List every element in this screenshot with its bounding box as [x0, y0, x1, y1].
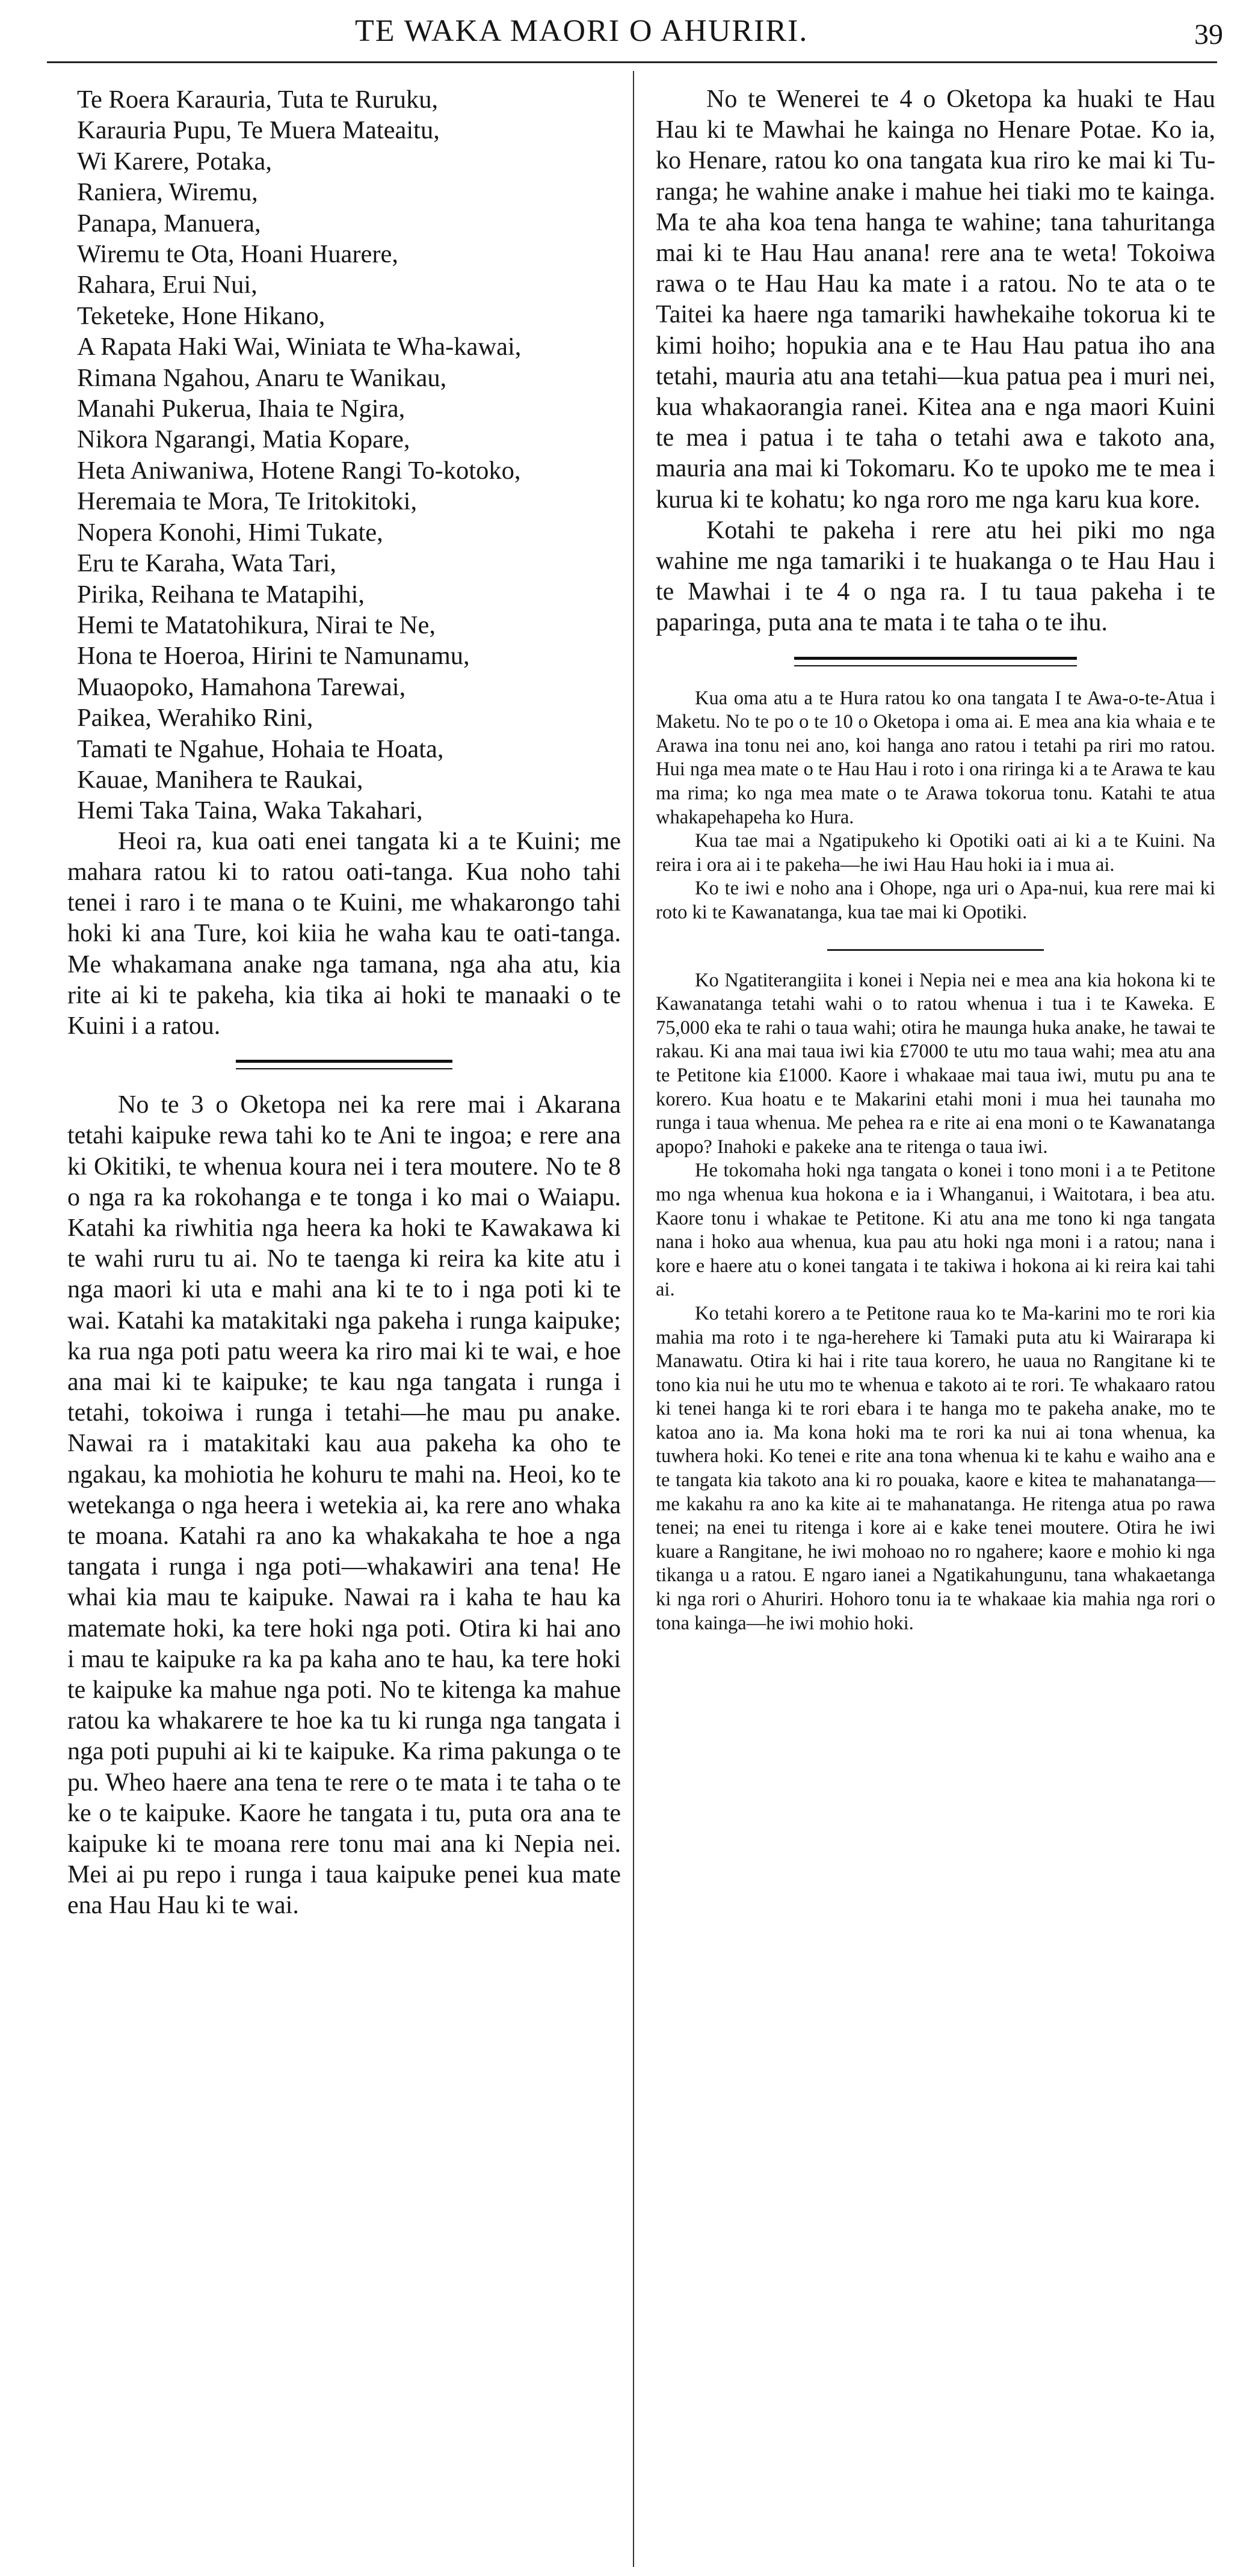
name-line: Rimana Ngahou, Anaru te Wanikau, [77, 363, 447, 392]
name-line: Hemi te Matatohikura, Nirai te Ne, [77, 610, 436, 639]
name-line: A Rapata Haki Wai, Winiata te Wha-kawai, [77, 333, 522, 361]
article-separator [794, 657, 1077, 666]
name-line: Wi Karere, Potaka, [77, 147, 272, 176]
news-paragraph: He tokomaha hoki nga tangata o konei i tono moni i a te Petitone mo nga whenua kua hokona e ia i Whanganui, i Waitotara, i bea atu. Kaore tonu i whakae te Petitone. Ki atu ana me tono ki nga tangata nana i hoko aua whenua, kua pau atu hoki nga moni i a ratou; nana i kore e haere atu o konei tangata i te takiwa i hokona ai ki reira kai tahi ai. [656, 1160, 1215, 1301]
news-paragraph: Ko tetahi korero a te Petitone raua ko te Ma-karini mo te rori kia mahia ma roto i te nga-herehere ki Tamaki puta atu ki Wairarapa ki Manawatu. Otira ki hai i rite taua korero, he uaua no Rangitane ki te tono kia nui he utu mo te whenua e takoto ai te rori. Te whakaaro ratou ki tenei hanga ki te rori ebara i te hanga mo te pakeha anake, mo te katoa ano ia. Ma kona hoki ma te rori ka nui ai tona whenua, ka tuwhera hoki. Ko tenei e rite ana tona whenua ki te kahu e waiho ana e te tangata kia takoto ana ki ro pouaka, kaore e kitea te mahanatanga—me kakahu ra ano ka kite ai te mahanatanga. He ritenga atua po rawa tenei; na enei tu ritenga i kore ai e kake tenei moutere. Otira he iwi kuare a Rangitane, he iwi mohoao no ro ngahere; kaore e mohio ki nga tikanga u a ratou. E ngaro ianei a Ngatikahungunu, tana whakaetanga ki nga rori o Ahuriri. Hohoro tonu ia te whakaae kia mahia nga rori o tona kainga—he iwi mohio hoki. [656, 1302, 1215, 1634]
news-paragraph: Kua tae mai a Ngatipukeho ki Opotiki oati ai ki a te Kuini. Na reira i ora ai i te pakeha—he iwi Hau Hau hoki ia i mua ai. [656, 830, 1215, 876]
name-line: Paikea, Werahiko Rini, [77, 704, 313, 733]
name-line: Heta Aniwaniwa, Hotene Rangi To-kotoko, [77, 456, 521, 485]
newspaper-title: TE WAKA MAORI O AHURIRI. [355, 14, 809, 48]
name-line: Muaopoko, Hamahona Tarewai, [77, 672, 406, 701]
news-paragraph: Ko te iwi e noho ana i Ohope, nga uri o Apa-nui, kua rere mai ki roto ki te Kawanatanga, kua tae mai ki Opotiki. [656, 878, 1215, 923]
name-line: Panapa, Manuera, [77, 209, 261, 238]
running-head [0, 11, 1258, 65]
name-line: Wiremu te Ota, Hoani Huarere, [77, 240, 399, 269]
column-rule [633, 71, 634, 2567]
oath-article [67, 826, 621, 1042]
right-column [656, 84, 1215, 1635]
raid-article [656, 84, 1215, 639]
name-line: Karauria Pupu, Te Muera Mateaitu, [77, 116, 440, 145]
land-article [656, 969, 1215, 1636]
ship-article [67, 1090, 621, 1921]
name-line: Rahara, Erui Nui, [77, 271, 257, 300]
ship-paragraph: No te 3 o Oketopa nei ka rere mai i Akarana tetahi kaipuke rewa tahi ko te Ani te ingoa; e rere ana ki Okitiki, te whenua koura nei i tera moutere. No te 8 o nga ra ka rokohanga e te tonga i ko mai o Waiapu. Katahi ka riwhitia nga heera ka hoki te Kawakawa ki te wahi ruru tu ai. No te taenga ki reira ka kite atu i nga maori ki uta e mahi ana ki te to i nga poti ki te wai. Katahi ka matakitaki nga pakeha i runga kaipuke; ka rua nga poti patu weera ka riro mai ki te wai, e hoe ana mai ki te kaipuke; te kau nga tangata i runga i tetahi, tokoiwa i runga i tetahi—he mau pu anake. Nawai ra i matakitaki kau aua pakeha ka oho te ngakau, ka mohiotia he kohuru te mahi na. Heoi, ko te wetekanga o nga heera i wetekia ai, ka rere ano whaka te moana. Katahi ra ano ka whakakaha te hoe a nga tangata i runga i nga poti—whakawiri ana tena! He whai kia mau te kaipuke. Nawai ra i kaha te hau ka matemate hoki, ka tere hoki nga poti. Otira ki hai ano i mau te kaipuke ra ka pa kaha ano te hau, ka tere hoki te kaipuke ka mahue nga poti. No te kitenga ka mahue ratou ka whakarere te hoe ka tu ki runga nga tangata i nga poti pupuhi ai ki te kaipuke. Ka rima pakunga o te pu. Wheo haere ana tena te rere o te mata i te taha o te ke o te kaipuke. Kaore he tangata i tu, puta ora ana te kaipuke ki te moana rere tonu mai ana ki Nepia nei. Mei ai pu repo i runga i taua kaipuke penei kua mate ena Hau Hau ki te wai. [67, 1091, 621, 1920]
name-line: Kauae, Manihera te Raukai, [77, 765, 363, 794]
article-separator [827, 949, 1044, 951]
page-number: 39 [1194, 19, 1223, 51]
name-line: Manahi Pukerua, Ihaia te Ngira, [77, 395, 405, 423]
header-rule [47, 61, 1217, 63]
name-line: Hona te Hoeroa, Hirini te Namunamu, [77, 642, 470, 671]
raid-paragraph: No te Wenerei te 4 o Oketopa ka huaki te Hau Hau ki te Mawhai he kainga no Henare Potae. Ko ia, ko Henare, ratou ko ona tangata kua riro ke mai ki Tu-ranga; he wahine anake i mahue hei tiaki mo te kainga. Ma te aha koa tena hanga te wahine; tana tahuritanga mai ki te Hau Hau anana! rere ana te weta! Tokoiwa rawa o te Hau Hau ka mate i a ratou. No te ata o te Taitei ka haere nga tamariki hawhekaihe tokorua ki te kimi hoiho; hopukia ana e te Hau Hau patua iho ana tetahi, mauria atu ana tetahi—kua patua pea i muri nei, kua whakaorangia ranei. Kitea ana e nga maori Kuini te mea i patua i te taha o tetahi awa e takoto ana, mauria ana mai ki Tokomaru. Ko te upoko me te mea i kurua ki te kohatu; ko nga roro me nga karu kua kore. [656, 85, 1215, 514]
pakeha-paragraph: Kotahi te pakeha i rere atu hei piki mo nga wahine me nga tamariki i te huakanga o te Hau Hau i te Mawhai i te 4 o nga ra. I tu taua pakeha i te paparinga, puta ana te mata i te taha o te ihu. [656, 516, 1215, 637]
hura-article [656, 687, 1215, 925]
name-line: Nopera Konohi, Himi Tukate, [77, 518, 383, 547]
name-line: Hemi Taka Taina, Waka Takahari, [77, 796, 423, 825]
article-separator [236, 1060, 452, 1069]
news-paragraph: Ko Ngatiterangiita i konei i Nepia nei e mea ana kia hokona ki te Kawanatanga tetahi wahi o to ratou whenua i tua i te Kaweka. E 75,000 eka te rahi o taua wahi; otira he maunga huka anake, he tawai te rakau. Ki ana mai taua iwi kia £7000 te utu mo taua wahi; mea atu ana te Petitone kia £1000. Kaore i whakaae mai taua iwi, mutu pu ana te korero. Kua hoatu e te Makarini etahi moni i mua hei taunaha mo runga i taua whenua. Me pehea ra e rite ai ena moni o te Kawanatanga apopo? Inahoki e pakeke ana te ritenga o taua iwi. [656, 969, 1215, 1158]
name-line: Raniera, Wiremu, [77, 178, 258, 207]
name-line: Tamati te Ngahue, Hohaia te Hoata, [77, 734, 444, 763]
left-column [67, 84, 621, 1922]
name-line: Teketeke, Hone Hikano, [77, 301, 325, 330]
name-line: Te Roera Karauria, Tuta te Ruruku, [77, 85, 439, 114]
oath-paragraph: Heoi ra, kua oati enei tangata ki a te Kuini; me mahara ratou ki to ratou oati-tanga. Kua noho tahi tenei i raro i te mana o te Kuini, me whakarongo tahi hoki ki ana Ture, koi kiia he waha kau te oati-tanga. Me whakamana anake nga tamana, nga aha atu, kia rite ai ki te pakeha, kia tika ai hoki te manaaki o te Kuini i a ratou. [67, 827, 621, 1040]
name-line: Eru te Karaha, Wata Tari, [77, 549, 336, 578]
oath-name-list [77, 84, 621, 826]
news-paragraph: Kua oma atu a te Hura ratou ko ona tangata I te Awa-o-te-Atua i Maketu. No te po o te 10 o Oketopa i oma ai. E mea ana kia whaia e te Arawa ina tonu nei ano, koi hanga ano ratou i tetahi pa riri mo ratou. Hui nga mea mate o te Hau Hau i roto i ona riringa ki a te Arawa te kau ma rima; ko nga mea mate o te Arawa tokorua tonu. Katahi te atua whakapehapeha ko Hura. [656, 687, 1215, 828]
name-line: Nikora Ngarangi, Matia Kopare, [77, 425, 410, 454]
name-line: Heremaia te Mora, Te Iritokitoki, [77, 487, 418, 516]
name-line: Pirika, Reihana te Matapihi, [77, 580, 365, 609]
